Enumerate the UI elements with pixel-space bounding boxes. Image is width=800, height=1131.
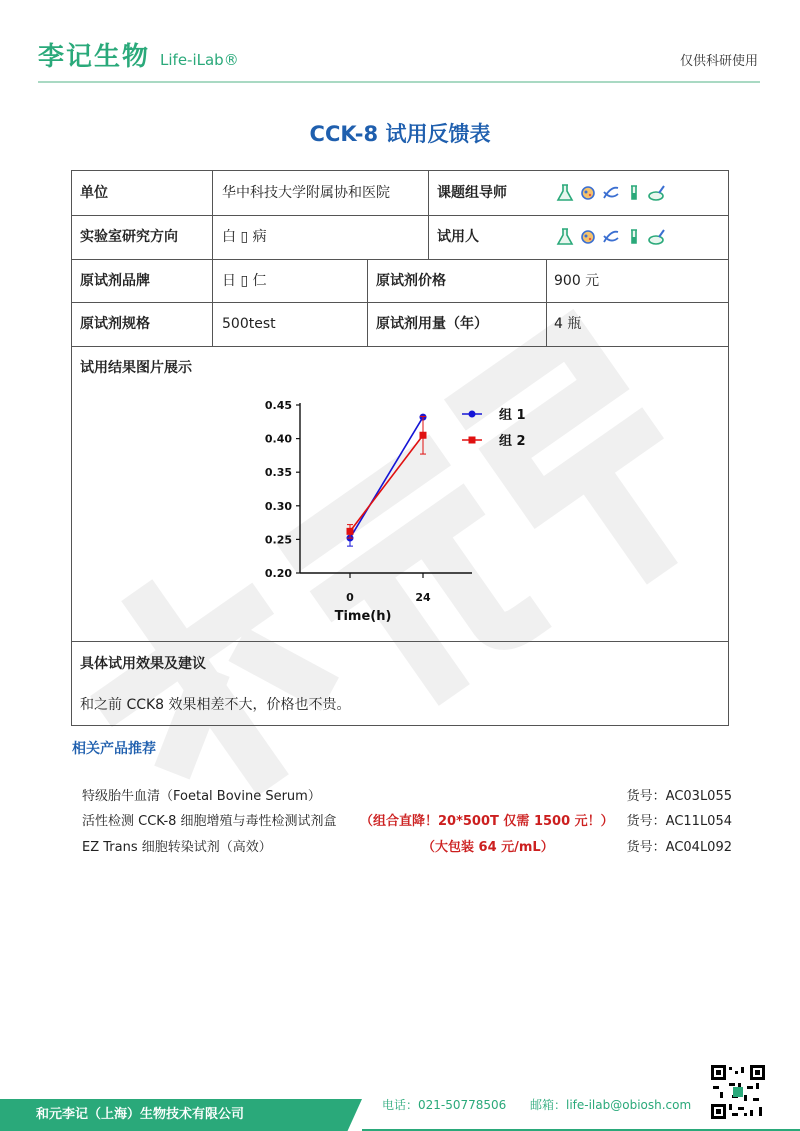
chart-xtick-label: 24 [415, 591, 431, 604]
chart-series-line [350, 417, 423, 538]
chart-ytick-label: 0.25 [264, 533, 292, 547]
footer-company: 和元李记（上海）生物技术有限公司 [36, 1107, 245, 1122]
footer-phone: 电话：021-50778506 [382, 1098, 507, 1112]
product-code: 货号：AC03L055 [626, 789, 732, 804]
orig-price-label: 原试剂价格 [376, 273, 446, 289]
dna-icon [601, 183, 621, 203]
footer-contact [382, 1096, 691, 1113]
tube-icon [624, 183, 644, 203]
results-chart [250, 393, 530, 633]
orig-price-value: 900 元 [554, 273, 600, 289]
brand-name-en: Life-iLab® [160, 51, 239, 69]
chart-xtick-label: 0 [346, 591, 354, 604]
microbe-icon [578, 183, 598, 203]
orig-usage-value: 4 瓶 [554, 316, 582, 332]
related-products-title: 相关产品推荐 [72, 741, 156, 757]
flask-icon [555, 227, 575, 247]
chart-legend-marker [469, 411, 476, 418]
chart-ytick-label: 0.45 [264, 399, 292, 412]
direction-value: 白 ▯ 病 [222, 229, 267, 245]
flask-icon [555, 183, 575, 203]
chart-legend-marker [469, 437, 476, 444]
brand-logo [38, 36, 239, 73]
microbe-icon [578, 227, 598, 247]
footer-email[interactable]: 邮箱：life-ilab@obiosh.com [529, 1098, 692, 1112]
chart-point [347, 528, 354, 535]
product-row[interactable] [82, 836, 732, 854]
chart-legend-label: 组 1 [499, 408, 526, 423]
product-promo: （大包装 64 元/mL） [422, 840, 554, 855]
product-code: 货号：AC11L054 [626, 814, 732, 829]
header-divider [38, 81, 760, 83]
qr-code [711, 1065, 765, 1119]
orig-spec-label: 原试剂规格 [80, 316, 150, 332]
orig-spec-value: 500test [222, 316, 276, 332]
feedback-value: 和之前 CCK8 效果相差不大，价格也不贵。 [80, 697, 351, 713]
results-label: 试用结果图片展示 [80, 360, 192, 376]
orig-brand-value: 日 ▯ 仁 [222, 273, 267, 289]
page-title: CCK-8 试用反馈表 [309, 122, 491, 146]
chart-ytick-label: 0.20 [264, 567, 292, 580]
research-use-notice: 仅供科研使用 [679, 54, 758, 69]
orig-brand-label: 原试剂品牌 [80, 273, 150, 289]
chart-series-line [350, 435, 423, 531]
feedback-label: 具体试用效果及建议 [80, 656, 206, 672]
product-row[interactable] [82, 785, 732, 803]
unit-value: 华中科技大学附属协和医院 [222, 185, 390, 201]
supervisor-label: 课题组导师 [437, 185, 507, 201]
petri-dish-icon [647, 183, 667, 203]
chart-point [420, 432, 427, 439]
trial-user-icons [555, 227, 667, 247]
product-name: 特级胎牛血清（Foetal Bovine Serum） [82, 789, 321, 804]
product-name: EZ Trans 细胞转染试剂（高效） [82, 840, 272, 855]
brand-name-cn: 李记生物 [38, 42, 151, 72]
product-code: 货号：AC04L092 [626, 840, 732, 855]
chart-legend-label: 组 2 [499, 434, 526, 449]
chart-ytick-label: 0.35 [264, 466, 292, 480]
dna-icon [601, 227, 621, 247]
trial-user-label: 试用人 [437, 229, 479, 245]
petri-dish-icon [647, 227, 667, 247]
orig-usage-label: 原试剂用量（年） [376, 316, 488, 332]
unit-label: 单位 [80, 185, 108, 201]
chart-ytick-label: 0.30 [264, 499, 292, 513]
product-row[interactable] [82, 810, 732, 828]
supervisor-icons [555, 183, 667, 203]
direction-label: 实验室研究方向 [80, 229, 178, 245]
tube-icon [624, 227, 644, 247]
chart-xlabel: Time(h) [334, 609, 392, 624]
product-name: 活性检测 CCK-8 细胞增殖与毒性检测试剂盒 [82, 814, 337, 829]
chart-ytick-label: 0.40 [264, 432, 292, 446]
product-promo: （组合直降！20*500T 仅需 1500 元！） [360, 814, 614, 829]
